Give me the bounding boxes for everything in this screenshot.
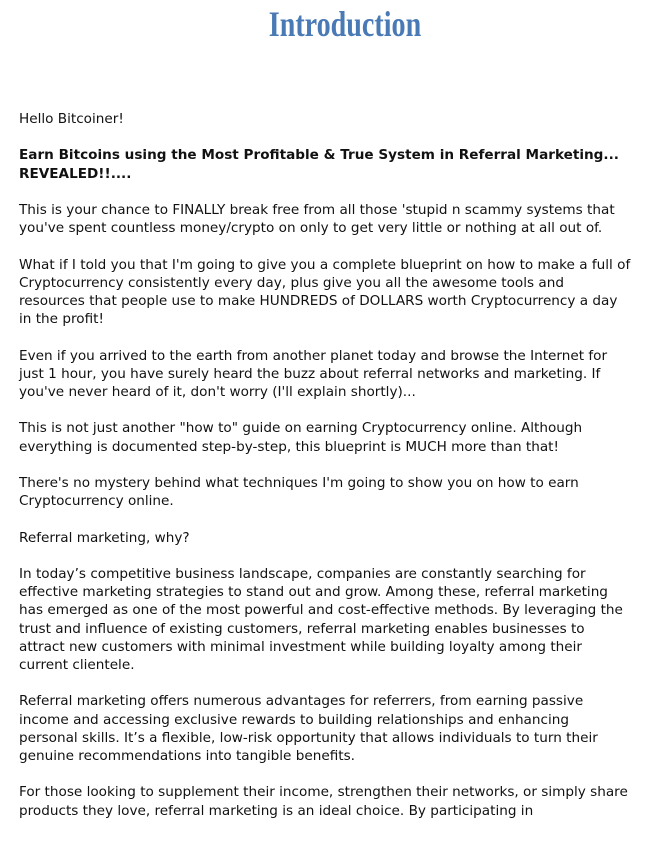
body-paragraph: Even if you arrived to the earth from another planet today and browse the Internet for just 1 hour, you have surely heard the buzz about referral networks and marketing. If you've never heard of it, don't worry (I'll explain shortly)... <box>19 347 608 400</box>
body-paragraph: For those looking to supplement their income, strengthen their networks, or simply share products they love, referral marketing is an ideal choice. By participating in <box>19 784 628 819</box>
body-paragraph: This is your chance to FINALLY break free from all those 'stupid n scammy systems that you've spent countless money/crypto on only to get very little or nothing at all out of. <box>19 201 615 237</box>
body-paragraph: This is not just another "how to" guide on earning Cryptocurrency online. Although everything is documented step-by-step, this blueprint is MUCH more than that! <box>19 420 583 455</box>
headline-paragraph: Earn Bitcoins using the Most Profitable & True System in Referral Marketing... REVEALED!!.... <box>19 147 619 182</box>
body-paragraph: Referral marketing, why? <box>19 529 190 546</box>
document-body <box>19 110 631 838</box>
body-paragraph: In today’s competitive business landscape, companies are constantly searching for effective marketing strategies to stand out and grow. Among these, referral marketing has emerged as one of the most powerful and cost-effective methods. By leveraging the trust and influence of existing customers, referral marketing enables businesses to attract new customers with minimal investment while building loyalty among their current clientele. <box>19 565 623 673</box>
body-paragraph: What if I told you that I'm going to give you a complete blueprint on how to make a full of Cryptocurrency consistently every day, plus give you all the awesome tools and resources that people use to make HUNDREDS of DOLLARS worth Cryptocurrency a day in the profit! <box>19 256 631 328</box>
body-paragraph: Referral marketing offers numerous advantages for referrers, from earning passive income and accessing exclusive rewards to building relationships and enhancing personal skills. It’s a flexible, low-risk opportunity that allows individuals to turn their genuine recommendations into tangible benefits. <box>19 693 598 764</box>
body-paragraph: There's no mystery behind what techniques I'm going to show you on how to earn Cryptocurrency online. <box>19 474 579 510</box>
page-title: Introduction <box>268 4 422 44</box>
greeting-paragraph: Hello Bitcoiner! <box>19 111 124 127</box>
